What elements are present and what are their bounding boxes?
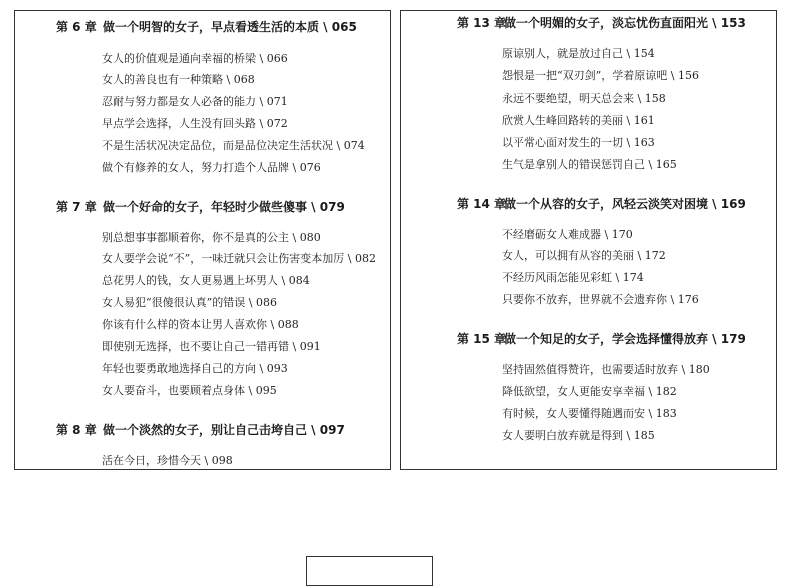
toc-entry: 不经历风雨怎能见彩虹 \ 174: [502, 271, 644, 284]
toc-panel-left: [14, 10, 391, 470]
chapter-heading: [457, 332, 746, 346]
toc-entry: 女人的善良也有一种策略 \ 068: [102, 73, 255, 86]
chapter-heading: [56, 20, 357, 34]
toc-entry: 降低欲望，女人更能安享幸福 \ 182: [502, 385, 677, 398]
toc-entry: 女人要明白放弃就是得到 \ 185: [502, 429, 655, 442]
toc-entry: 即使别无选择，也不要让自己一错再错 \ 091: [102, 340, 321, 353]
toc-entry: 女人的价值观是通向幸福的桥梁 \ 066: [102, 52, 288, 65]
chapter-heading: [56, 200, 345, 214]
chapter-title: 做一个淡然的女子，别让自己击垮自己 \ 097: [103, 423, 345, 437]
chapter-heading: [457, 197, 746, 211]
chapter-title: 做一个好命的女子，年轻时少做些傻事 \ 079: [103, 200, 345, 214]
toc-entry: 有时候，女人要懂得随遇而安 \ 183: [502, 407, 677, 420]
toc-entry: 怨恨是一把“双刃剑”，学着原谅吧 \ 156: [502, 69, 699, 82]
chapter-number: 第 13 章: [457, 16, 507, 30]
toc-entry: 不是生活状况决定品位，而是品位决定生活状况 \ 074: [102, 139, 365, 152]
toc-entry: 你该有什么样的资本让男人喜欢你 \ 088: [102, 318, 299, 331]
toc-entry: 生气是拿别人的错误惩罚自己 \ 165: [502, 158, 677, 171]
bottom-box: [306, 556, 433, 586]
chapter-title: 做一个从容的女子，风轻云淡笑对困境 \ 169: [504, 197, 746, 211]
toc-entry: 做个有修养的女人，努力打造个人品牌 \ 076: [102, 161, 321, 174]
chapter-title: 做一个明媚的女子，淡忘忧伤直面阳光 \ 153: [504, 16, 746, 30]
chapter-number: 第 7 章: [56, 200, 97, 214]
chapter-number: 第 8 章: [56, 423, 97, 437]
chapter-heading: [56, 423, 345, 437]
toc-entry: 年轻也要勇敢地选择自己的方向 \ 093: [102, 362, 288, 375]
toc-entry: 活在今日，珍惜今天 \ 098: [102, 454, 233, 467]
toc-entry: 女人易犯“很傻很认真”的错误 \ 086: [102, 296, 277, 309]
toc-entry: 不经磨砺女人难成器 \ 170: [502, 228, 633, 241]
toc-entry: 女人要奋斗，也要顾着点身体 \ 095: [102, 384, 277, 397]
toc-entry: 欣赏人生峰回路转的美丽 \ 161: [502, 114, 655, 127]
toc-entry: 永远不要绝望，明天总会来 \ 158: [502, 92, 666, 105]
toc-entry: 别总想事事都顺着你，你不是真的公主 \ 080: [102, 231, 321, 244]
chapter-number: 第 6 章: [56, 20, 97, 34]
toc-entry: 只要你不放弃，世界就不会遗弃你 \ 176: [502, 293, 699, 306]
toc-entry: 女人要学会说“不”，一味迁就只会让伤害变本加厉 \ 082: [102, 252, 376, 265]
chapter-number: 第 14 章: [457, 197, 507, 211]
toc-entry: 忍耐与努力都是女人必备的能力 \ 071: [102, 95, 288, 108]
chapter-heading: [457, 16, 746, 30]
chapter-number: 第 15 章: [457, 332, 507, 346]
toc-entry: 原谅别人，就是放过自己 \ 154: [502, 47, 655, 60]
toc-panel-right: [400, 10, 777, 470]
toc-entry: 女人，可以拥有从容的美丽 \ 172: [502, 249, 666, 262]
toc-entry: 坚持固然值得赞许，也需要适时放弃 \ 180: [502, 363, 710, 376]
chapter-title: 做一个明智的女子，早点看透生活的本质 \ 065: [103, 20, 357, 34]
toc-entry: 早点学会选择，人生没有回头路 \ 072: [102, 117, 288, 130]
toc-entry: 总花男人的钱，女人更易遇上坏男人 \ 084: [102, 274, 310, 287]
chapter-title: 做一个知足的女子，学会选择懂得放弃 \ 179: [504, 332, 746, 346]
toc-entry: 以平常心面对发生的一切 \ 163: [502, 136, 655, 149]
